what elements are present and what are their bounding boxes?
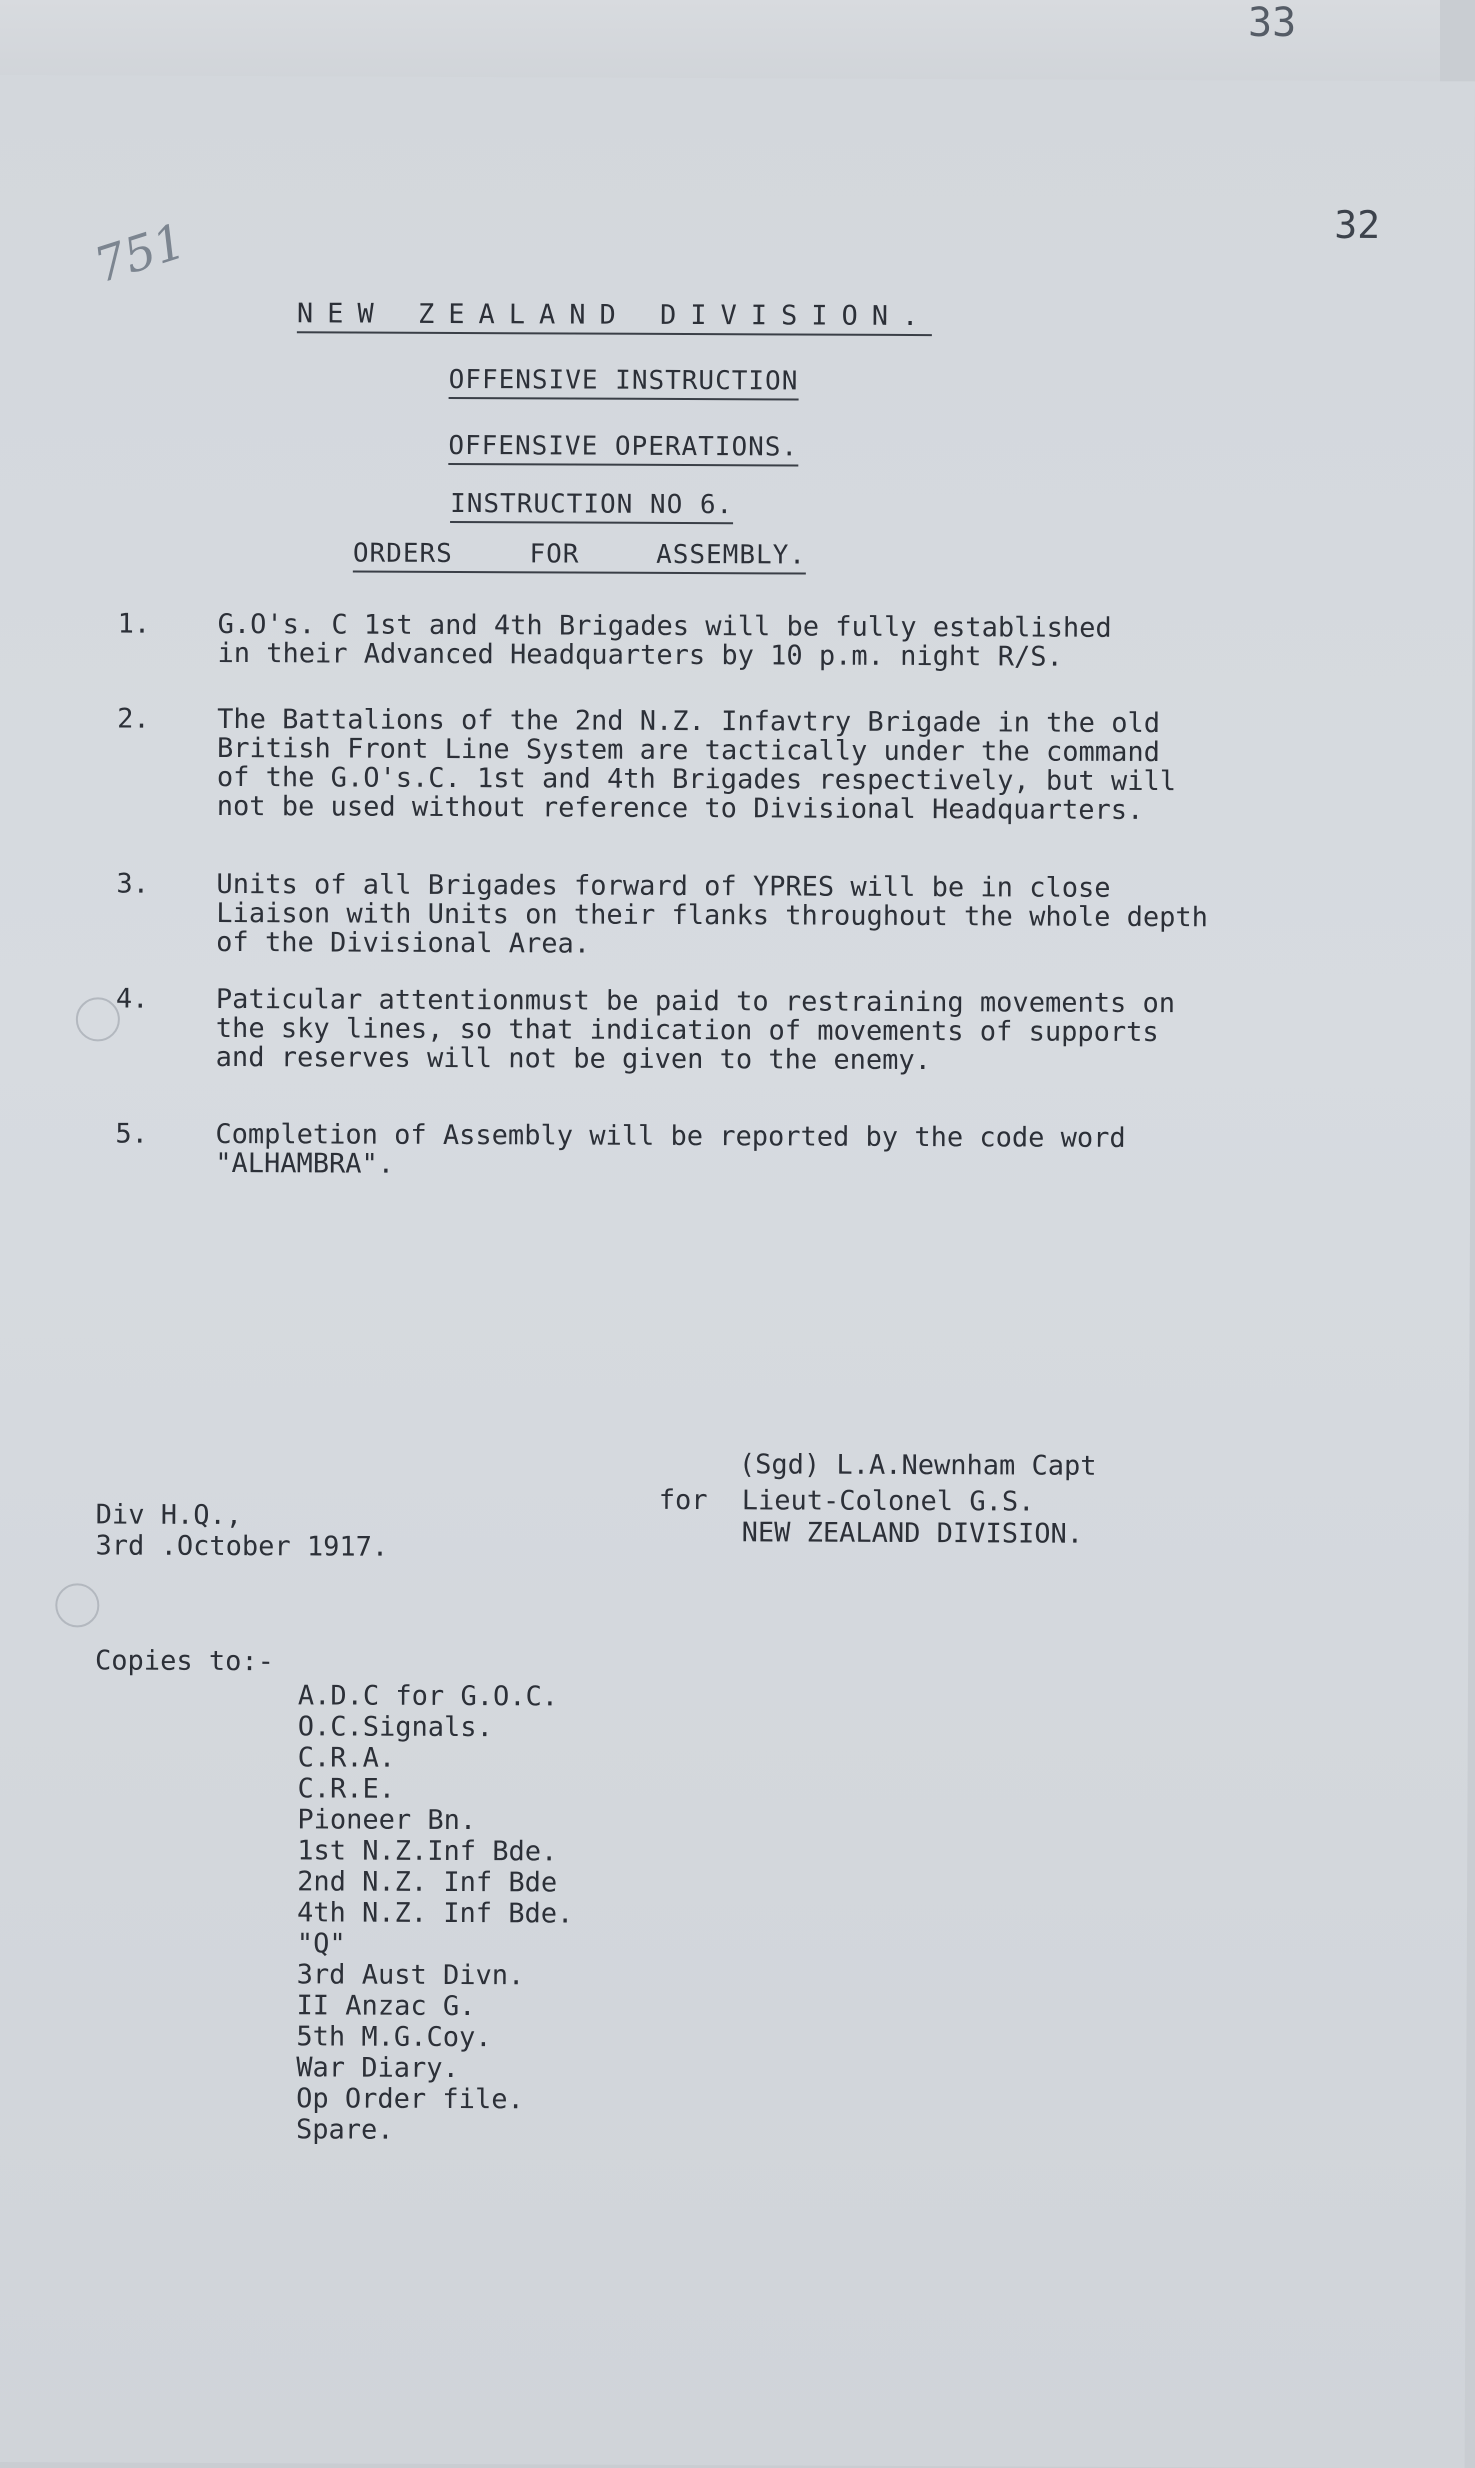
paragraph-number: 2. [117, 703, 150, 735]
list-item: O.C.Signals. [297, 1711, 493, 1744]
paragraph-number: 5. [115, 1118, 148, 1150]
list-item: Pioneer Bn. [297, 1804, 477, 1837]
copies-list [296, 1681, 574, 2147]
punch-hole [76, 997, 120, 1041]
copies-label: Copies to:- [95, 1645, 274, 1678]
page-number-back: 33 [1248, 0, 1297, 46]
paragraph-number: 4. [115, 983, 149, 1015]
paragraph-4 [115, 983, 1366, 1078]
origin-place: Div H.Q., [95, 1499, 243, 1532]
list-item: 2nd N.Z. Inf Bde [297, 1866, 558, 1899]
signature-signed: (Sgd) L.A.Newnham Capt [738, 1449, 1097, 1482]
signature-rank: Lieut-Colonel G.S. [741, 1485, 1035, 1518]
paragraph-number: 1. [117, 608, 151, 640]
list-item: C.R.E. [297, 1773, 396, 1805]
document-page [0, 75, 1475, 2468]
paragraph-text: The Battalions of the 2nd N.Z. Infavtry Brigade in the old British Front Line System are tactically under the command of the G.O's.C. 1st and 4th Brigades respectively, but will not be used without reference to Divisional Headquarters. [216, 703, 1177, 826]
paragraph-3 [116, 868, 1366, 963]
heading-orders: ORDERS FOR ASSEMBLY. [353, 539, 806, 575]
heading-instruction: OFFENSIVE INSTRUCTION [449, 365, 799, 401]
paragraph-text: G.O's. C 1st and 4th Brigades will be fully established in their Advanced Headquarters by 10 p.m. night R/S. [217, 608, 1112, 673]
page-number: 32 [1334, 202, 1381, 248]
signature-unit: NEW ZEALAND DIVISION. [741, 1517, 1084, 1550]
heading-instruction-number: INSTRUCTION NO 6. [450, 489, 733, 524]
list-item: 3rd Aust Divn. [296, 1959, 525, 1992]
list-item: A.D.C for G.O.C. [297, 1680, 559, 1713]
list-item: Op Order file. [296, 2083, 524, 2116]
list-item: 5th M.G.Coy. [296, 2021, 492, 2054]
origin-date: 3rd .October 1917. [95, 1530, 389, 1563]
list-item: War Diary. [296, 2052, 459, 2085]
list-item: C.R.A. [297, 1742, 396, 1774]
paragraph-5 [115, 1118, 1365, 1184]
heading-operations: OFFENSIVE OPERATIONS. [448, 431, 798, 467]
paragraph-1 [117, 608, 1367, 674]
list-item: 1st N.Z.Inf Bde. [297, 1835, 558, 1868]
list-item: Spare. [295, 2114, 394, 2146]
paragraph-text: Units of all Brigades forward of YPRES will be in close Liaison with Units on their flanks throughout the whole depth of the Divisional Area. [216, 868, 1208, 960]
signature-for: for [658, 1484, 708, 1517]
list-item: II Anzac G. [296, 1990, 476, 2023]
paragraph-text: Paticular attentionmust be paid to restraining movements on the sky lines, so that indication of movements of supports and reserves will not be given to the enemy. [215, 983, 1176, 1076]
handwritten-reference: 751 [87, 212, 193, 295]
list-item: 4th N.Z. Inf Bde. [296, 1897, 574, 1930]
origin-block [96, 1500, 389, 1563]
paragraph-2 [117, 703, 1367, 827]
punch-hole [55, 1583, 99, 1627]
paragraph-number: 3. [116, 868, 150, 900]
list-item: "Q" [296, 1928, 346, 1960]
heading-division: NEW ZEALAND DIVISION. [297, 298, 933, 336]
paragraph-text: Completion of Assembly will be reported by the code word "ALHAMBRA". [215, 1118, 1126, 1180]
